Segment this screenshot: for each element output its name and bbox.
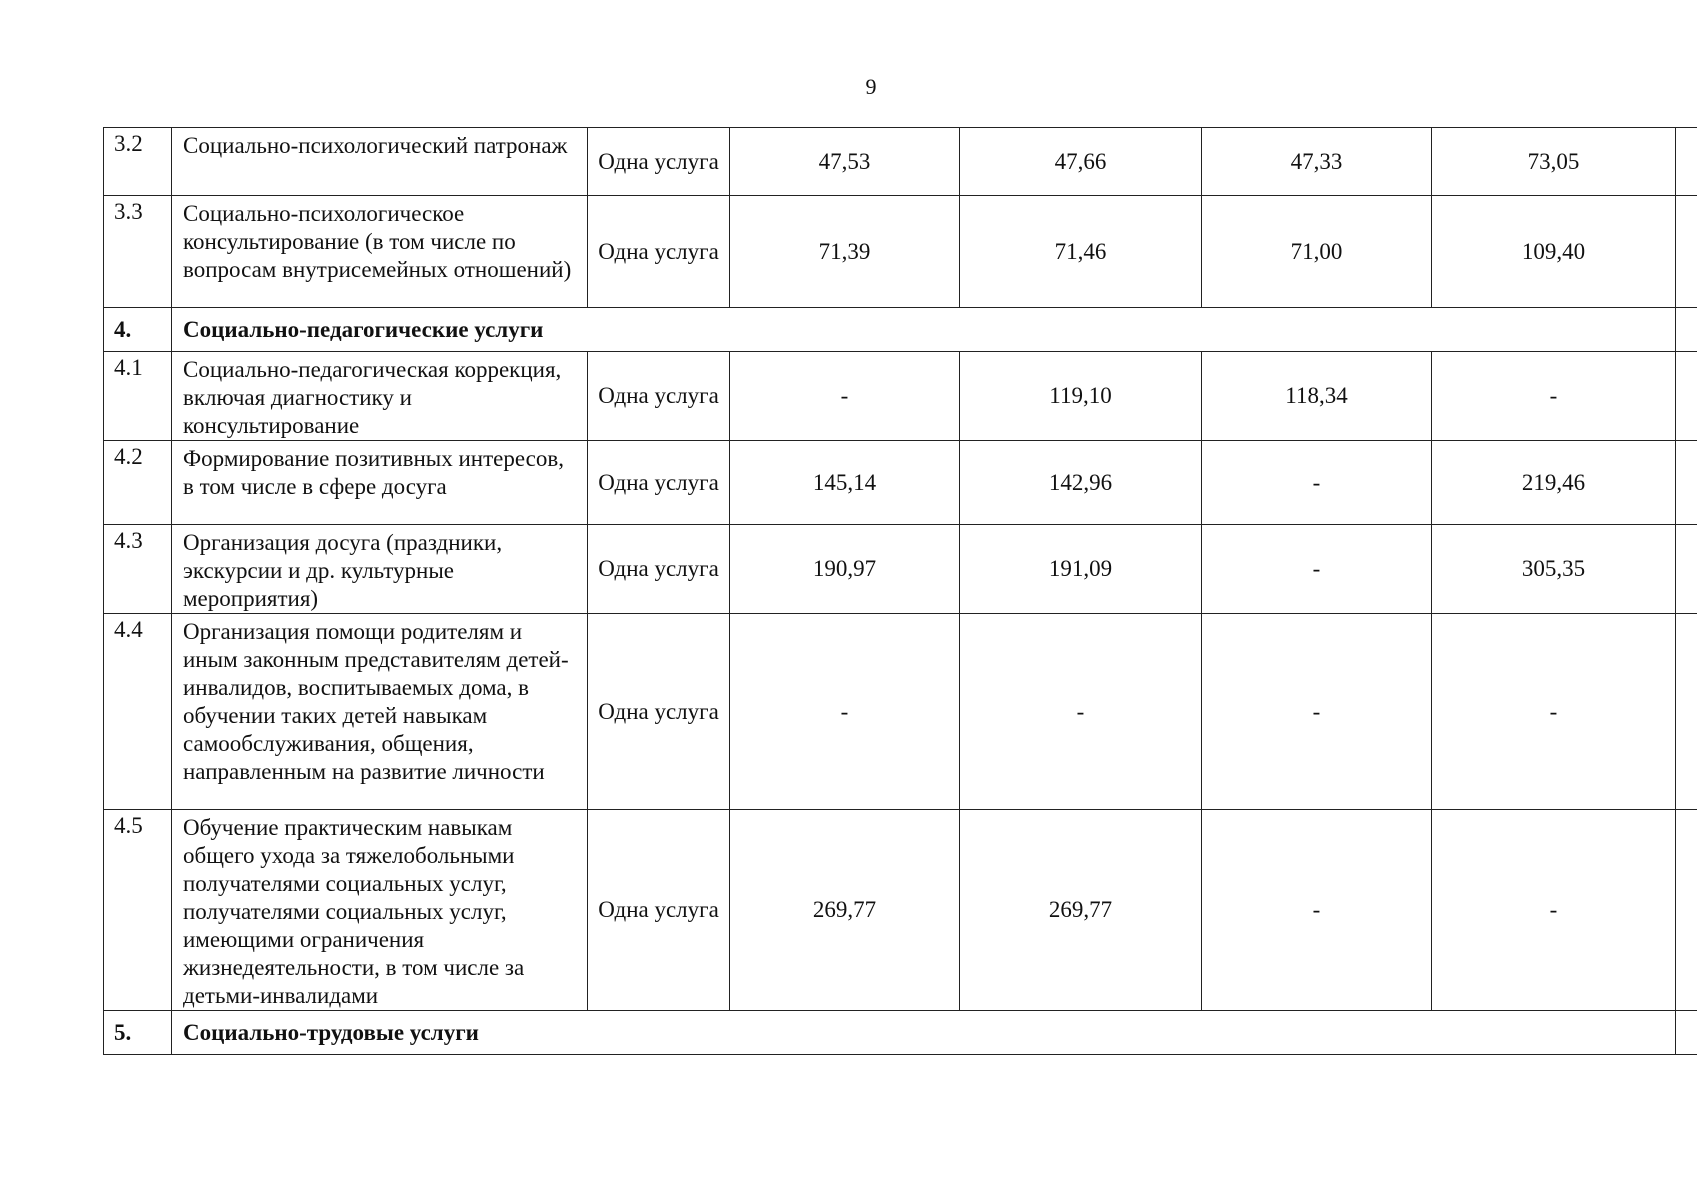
value-cell: 269,77 — [960, 810, 1202, 1011]
value-cell: 191,09 — [960, 525, 1202, 614]
value-cell: 71,00 — [1202, 196, 1432, 308]
row-number: 4.5 — [104, 810, 172, 1011]
value-cell: 118,34 — [1202, 352, 1432, 441]
value-cell: 119,10 — [960, 352, 1202, 441]
value-cell: 73,05 — [1432, 128, 1676, 196]
section-number: 5. — [104, 1011, 172, 1055]
table-row — [104, 810, 1697, 1011]
row-number: 4.2 — [104, 441, 172, 525]
value-cell: 71,39 — [730, 196, 960, 308]
edge-cell — [1676, 810, 1697, 1011]
value-cell: 219,46 — [1432, 441, 1676, 525]
unit-cell: Одна услуга — [588, 128, 730, 196]
value-cell: 109,40 — [1432, 196, 1676, 308]
value-cell: - — [960, 614, 1202, 810]
value-cell: 47,66 — [960, 128, 1202, 196]
value-cell: - — [1432, 352, 1676, 441]
row-number: 4.4 — [104, 614, 172, 810]
value-cell: - — [1202, 614, 1432, 810]
unit-cell: Одна услуга — [588, 352, 730, 441]
row-number: 3.2 — [104, 128, 172, 196]
table-row — [104, 441, 1697, 525]
edge-cell — [1676, 614, 1697, 810]
value-cell: - — [1202, 441, 1432, 525]
edge-cell — [1676, 196, 1697, 308]
section-title: Социально-педагогические услуги — [172, 308, 1676, 352]
edge-cell — [1676, 525, 1697, 614]
value-cell: - — [1432, 810, 1676, 1011]
edge-cell — [1676, 308, 1697, 352]
section-row — [104, 1011, 1697, 1055]
value-cell: 145,14 — [730, 441, 960, 525]
value-cell: 47,53 — [730, 128, 960, 196]
section-title: Социально-трудовые услуги — [172, 1011, 1676, 1055]
service-name: Социально-психологический патронаж — [172, 128, 588, 196]
service-name: Организация помощи родителям и иным законным представителям детей-инвалидов, воспитываемых дома, в обучении таких детей навыкам самообслуживания, общения, направленным на развитие личности — [172, 614, 588, 810]
edge-cell — [1676, 441, 1697, 525]
table-row — [104, 614, 1697, 810]
service-name: Формирование позитивных интересов, в том числе в сфере досуга — [172, 441, 588, 525]
row-number: 4.3 — [104, 525, 172, 614]
unit-cell: Одна услуга — [588, 525, 730, 614]
value-cell: 47,33 — [1202, 128, 1432, 196]
value-cell: - — [730, 614, 960, 810]
page-number: 9 — [865, 74, 877, 99]
value-cell: 190,97 — [730, 525, 960, 614]
unit-cell: Одна услуга — [588, 196, 730, 308]
value-cell: 305,35 — [1432, 525, 1676, 614]
value-cell: - — [1202, 525, 1432, 614]
row-number: 3.3 — [104, 196, 172, 308]
unit-cell: Одна услуга — [588, 614, 730, 810]
unit-cell: Одна услуга — [588, 810, 730, 1011]
unit-cell: Одна услуга — [588, 441, 730, 525]
value-cell: - — [1432, 614, 1676, 810]
tariff-table — [103, 127, 1697, 1055]
table-row — [104, 525, 1697, 614]
section-number: 4. — [104, 308, 172, 352]
service-name: Социально-педагогическая коррекция, включая диагностику и консультирование — [172, 352, 588, 441]
value-cell: - — [730, 352, 960, 441]
table-row — [104, 196, 1697, 308]
value-cell: 142,96 — [960, 441, 1202, 525]
value-cell: - — [1202, 810, 1432, 1011]
edge-cell — [1676, 352, 1697, 441]
table-row — [104, 128, 1697, 196]
value-cell: 269,77 — [730, 810, 960, 1011]
table-row — [104, 352, 1697, 441]
row-number: 4.1 — [104, 352, 172, 441]
edge-cell — [1676, 128, 1697, 196]
service-name: Организация досуга (праздники, экскурсии и др. культурные мероприятия) — [172, 525, 588, 614]
service-name: Социально-психологическое консультирование (в том числе по вопросам внутрисемейных отношений) — [172, 196, 588, 308]
service-name: Обучение практическим навыкам общего ухода за тяжелобольными получателями социальных услуг, получателями социальных услуг, имеющими ограничения жизнедеятельности, в том числе за детьми-инвалидами — [172, 810, 588, 1011]
section-row — [104, 308, 1697, 352]
edge-cell — [1676, 1011, 1697, 1055]
value-cell: 71,46 — [960, 196, 1202, 308]
